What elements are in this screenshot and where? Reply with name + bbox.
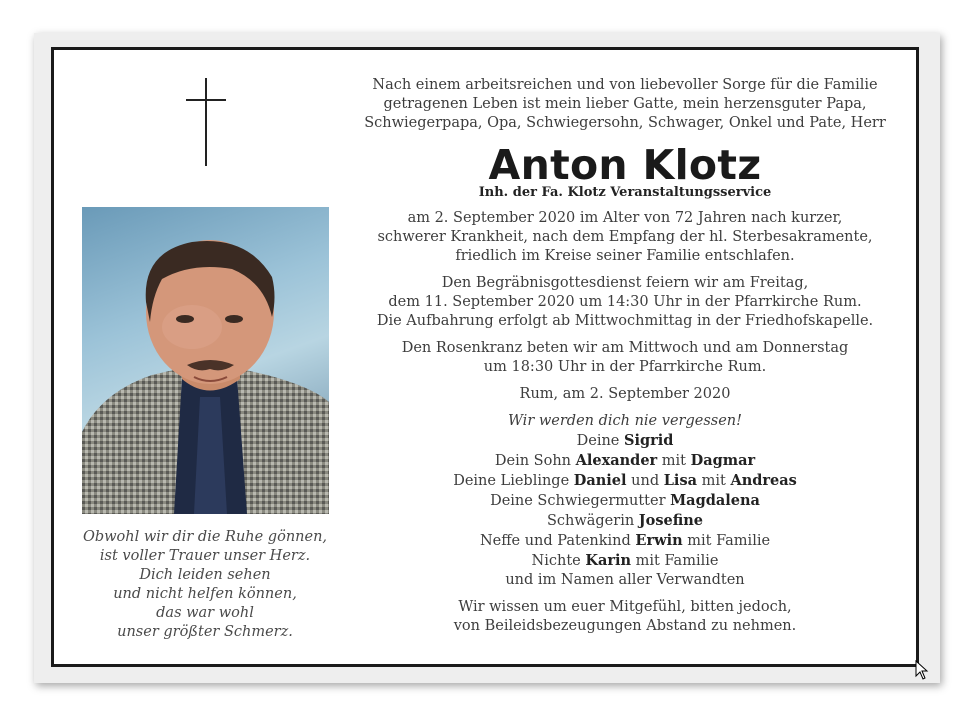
closing-line: von Beileidsbezeugungen Abstand zu nehmen. (453, 618, 797, 634)
farewell: Wir werden dich nie vergessen! (508, 413, 742, 429)
intro-line: Schwiegerpapa, Opa, Schwiegersohn, Schwager, Onkel und Pate, Herr (364, 115, 886, 131)
poem-line: unser größter Schmerz. (117, 624, 293, 640)
mourner-line: Neffe und Patenkind Erwin mit Familie (479, 532, 771, 549)
mourner-line: Dein Sohn Alexander mit Dagmar (494, 452, 756, 469)
mourner-line: Deine Schwiegermutter Magdalena (490, 492, 760, 509)
poem-line: Obwohl wir dir die Ruhe gönnen, (82, 529, 328, 545)
mourner-line: und im Namen aller Verwandten (505, 572, 745, 588)
mourner-line: Deine Sigrid (576, 432, 674, 449)
funeral-line: Die Aufbahrung erfolgt ab Mittwochmittag in der Friedhofskapelle. (376, 313, 874, 329)
place-date: Rum, am 2. September 2020 (519, 386, 731, 402)
mourner-line: Nichte Karin mit Familie (531, 552, 719, 569)
mourner-line: Deine Lieblinge Daniel und Lisa mit Andreas (453, 472, 797, 489)
deceased-name: Anton Klotz (488, 141, 762, 189)
death-line: friedlich im Kreise seiner Familie entschlafen. (455, 248, 795, 264)
funeral-line: dem 11. September 2020 um 14:30 Uhr in der Pfarrkirche Rum. (388, 294, 862, 310)
rosary-line: um 18:30 Uhr in der Pfarrkirche Rum. (483, 359, 767, 375)
poem-line: Dich leiden sehen (139, 567, 271, 583)
intro-line: getragenen Leben ist mein lieber Gatte, mein herzensguter Papa, (383, 96, 867, 112)
intro-line: Nach einem arbeitsreichen und von liebevoller Sorge für die Familie (372, 77, 878, 93)
rosary-line: Den Rosenkranz beten wir am Mittwoch und am Donnerstag (401, 340, 849, 356)
poem-line: ist voller Trauer unser Herz. (99, 548, 311, 564)
poem (60, 528, 350, 642)
death-line: schwerer Krankheit, nach dem Empfang der hl. Sterbesakramente, (377, 229, 873, 245)
closing-line: Wir wissen um euer Mitgefühl, bitten jedoch, (458, 599, 792, 615)
death-line: am 2. September 2020 im Alter von 72 Jahren nach kurzer, (407, 210, 843, 226)
funeral-line: Den Begräbnisgottesdienst feiern wir am Freitag, (441, 275, 809, 291)
cross-icon (186, 78, 226, 166)
poem-line: das war wohl (156, 605, 254, 621)
mourner-line: Schwägerin Josefine (546, 512, 704, 529)
mouse-cursor-icon (915, 660, 929, 680)
obituary-text (355, 76, 895, 636)
deceased-subtitle: Inh. der Fa. Klotz Veranstaltungsservice (478, 185, 772, 200)
poem-line: und nicht helfen können, (113, 586, 297, 602)
portrait-photo (82, 207, 329, 514)
